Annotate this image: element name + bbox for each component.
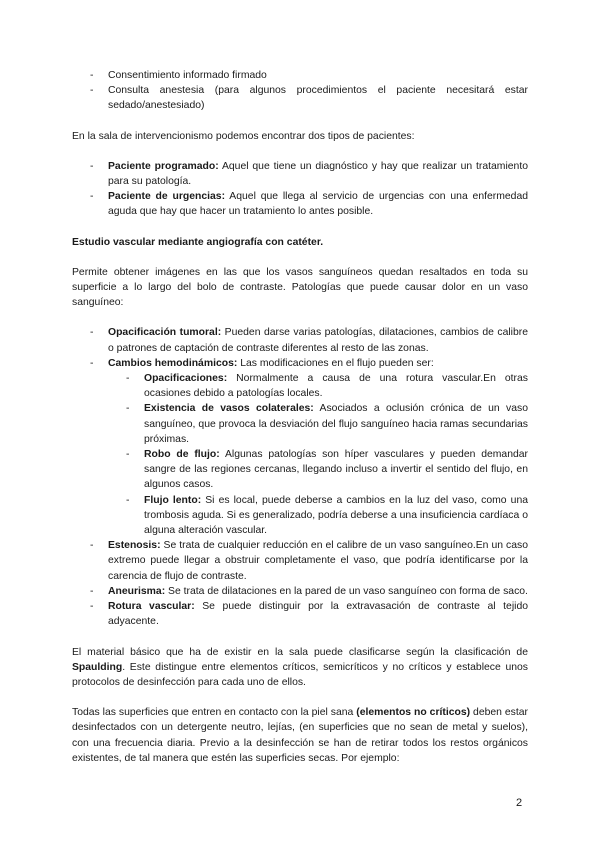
definition: Normalmente a causa de una rotura vascular.En otras ocasiones debido a patologías locales.	[144, 373, 528, 400]
definition: Si es local, puede deberse a cambios en la luz del vaso, como una trombosis aguda. Si es generalizado, podría deberse a una insuficiencia cardíaca o alguna alteración vascular.	[144, 494, 528, 537]
sublist-item	[108, 371, 528, 401]
spaulding-term: Spaulding	[72, 661, 123, 673]
term: Robo de flujo:	[144, 449, 220, 461]
hemodynamic-sublist	[108, 371, 528, 538]
list-item: - Consentimiento informado firmado	[72, 68, 528, 83]
text: deben estar desinfectados con un detergente neutro, lejías, (en superficies que no sean de metal y suelos), con una frecuencia diaria. Previo a la desinfección se han de retirar todos los restos orgánicos existentes, de tal manera que estén las superficies secas. Por ejemplo:	[72, 707, 528, 764]
list-item	[72, 584, 528, 599]
sublist-item	[108, 493, 528, 539]
definition: Aquel que tiene un diagnóstico y hay que realizar un tratamiento para su patología.	[108, 160, 528, 188]
term: Flujo lento:	[144, 494, 202, 506]
list-item	[72, 325, 528, 355]
list-item: - Consulta anestesia (para algunos procedimientos el paciente necesitará estar sedado/anestesiado)	[72, 83, 528, 113]
definition: Aquel que llega al servicio de urgencias con una enfermedad aguda que hay que hacer un tratamiento lo antes posible.	[108, 191, 529, 218]
term: Paciente programado:	[108, 160, 219, 172]
list-item	[72, 538, 528, 584]
definition: Se trata de cualquier reducción en el calibre de un vaso sanguíneo.En un caso extremo puede llegar a obstruir completamente el vaso, que podría identificarse por la carencia de flujo de contraste.	[108, 540, 528, 582]
list-item	[72, 356, 528, 538]
document-page	[72, 68, 528, 766]
definition: Se puede distinguir por la extravasación de contraste al tejido adyacente.	[108, 601, 528, 628]
pathologies-list	[72, 325, 528, 629]
patients-intro: En la sala de intervencionismo podemos encontrar dos tipos de pacientes:	[72, 130, 415, 142]
text: . Este distingue entre elementos críticos, semicríticos y no críticos y establece unos protocolos de desinfección para cada uno de ellos.	[72, 661, 528, 688]
patient-types-list	[72, 159, 528, 220]
term: Paciente de urgencias:	[108, 191, 226, 203]
requirements-list	[72, 68, 528, 114]
definition: Pueden darse varias patologías, dilataciones, cambios de calibre o patrones de captación de contraste diferentes al resto de las zonas.	[108, 327, 528, 354]
noncritical-paragraph	[72, 705, 528, 766]
term: Cambios hemodinámicos:	[108, 357, 238, 369]
term: Rotura vascular:	[108, 601, 195, 613]
term: Opacificaciones:	[144, 373, 228, 385]
term: Estenosis:	[108, 540, 161, 552]
section-heading: Estudio vascular mediante angiografía con catéter.	[72, 236, 324, 248]
text: El material básico que ha de existir en la sala puede clasificarse según la clasificación de	[72, 646, 528, 658]
angiography-intro: Permite obtener imágenes en las que los vasos sanguíneos quedan resaltados en toda su superficie a lo largo del bolo de contraste. Patologías que puede causar dolor en un vaso sanguíneo:	[72, 266, 528, 309]
list-item	[72, 599, 528, 629]
definition: Se trata de dilataciones en la pared de un vaso sanguíneo con forma de saco.	[165, 585, 528, 597]
sublist-item	[108, 447, 528, 493]
definition: Las modificaciones en el flujo pueden ser:	[237, 357, 434, 369]
list-item	[72, 189, 528, 219]
noncritical-term: (elementos no críticos)	[356, 707, 471, 719]
definition: Algunas patologías son híper vasculares y pueden demandar sangre de las regiones cercanas, llegando incluso a invertir el sentido del flujo, en algunos casos.	[144, 449, 528, 491]
text: Todas las superficies que entren en contacto con la piel sana	[72, 707, 357, 719]
sublist-item	[108, 401, 528, 447]
spaulding-paragraph	[72, 645, 528, 691]
definition: Asociados a oclusión crónica de un vaso sanguíneo, que provoca la desviación del flujo sanguíneo hacia ramas secundarias próximas.	[144, 403, 528, 445]
term: Aneurisma:	[108, 585, 166, 597]
term: Opacificación tumoral:	[108, 327, 222, 339]
list-item	[72, 159, 528, 189]
page-number: 2	[516, 797, 523, 809]
term: Existencia de vasos colaterales:	[144, 403, 314, 415]
